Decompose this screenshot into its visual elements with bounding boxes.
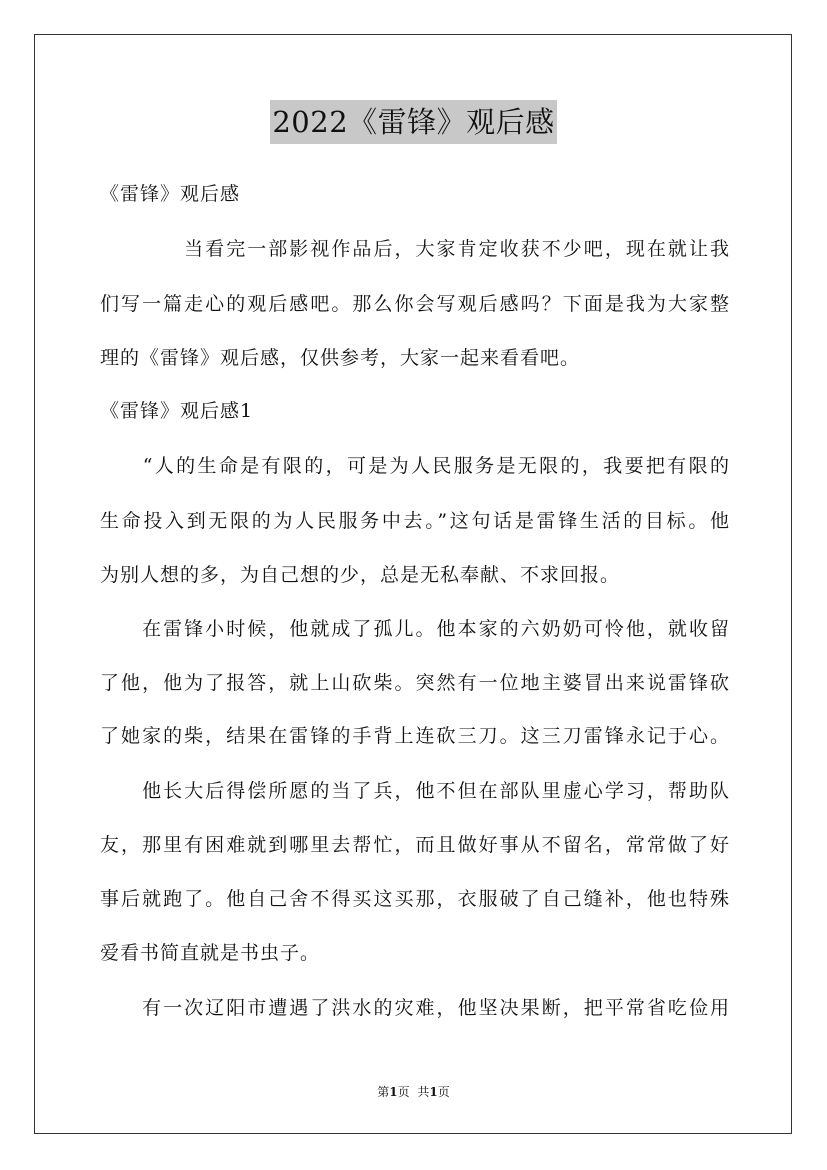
paragraph-line: 理的《雷锋》观后感，仅供参考，大家一起来看看吧。 [100, 347, 581, 369]
paragraph-line: 事后就跑了。他自己舍不得买这买那，衣服破了自己缝补，他也特殊 [100, 888, 730, 910]
document-title: 2022《雷锋》观后感 [270, 100, 556, 144]
heading-line: 《雷锋》观后感 [100, 183, 241, 205]
paragraph-line: 了她家的柴，结果在雷锋的手背上连砍三刀。这三刀雷锋永记于心。 [100, 725, 730, 747]
paragraph-line: 生命投入到无限的为人民服务中去。”这句话是雷锋生活的目标。他 [100, 510, 730, 532]
title-container [0, 100, 827, 144]
paragraph-line: 为别人想的多，为自己想的少，总是无私奉献、不求回报。 [100, 564, 621, 586]
paragraph-line: 他长大后得偿所愿的当了兵，他不但在部队里虚心学习，帮助队 [100, 780, 730, 802]
paragraph-line: 在雷锋小时候，他就成了孤儿。他本家的六奶奶可怜他，就收留 [100, 618, 730, 640]
paragraph-line: 友，那里有困难就到哪里去帮忙，而且做好事从不留名，常常做了好 [100, 834, 730, 856]
total-suffix: 页 [437, 1085, 450, 1099]
total-pages: 1 [429, 1085, 438, 1099]
page-prefix: 第 [377, 1085, 390, 1099]
total-prefix: 共 [417, 1085, 430, 1099]
paragraph-line: 了他，他为了报答，就上山砍柴。突然有一位地主婆冒出来说雷锋砍 [100, 672, 730, 694]
page-footer [0, 1084, 827, 1100]
paragraph-line: 当看完一部影视作品后，大家肯定收获不少吧，现在就让我 [100, 238, 730, 260]
page-number: 1 [389, 1085, 398, 1099]
section-heading: 《雷锋》观后感1 [100, 400, 254, 422]
page-suffix: 页 [397, 1085, 410, 1099]
paragraph-line: 有一次辽阳市遭遇了洪水的灾难，他坚决果断，把平常省吃俭用 [100, 997, 730, 1019]
paragraph-line: “人的生命是有限的，可是为人民服务是无限的，我要把有限的 [100, 455, 730, 477]
paragraph-line: 们写一篇走心的观后感吧。那么你会写观后感吗？下面是我为大家整 [100, 293, 730, 315]
paragraph-line: 爱看书简直就是书虫子。 [100, 942, 321, 964]
